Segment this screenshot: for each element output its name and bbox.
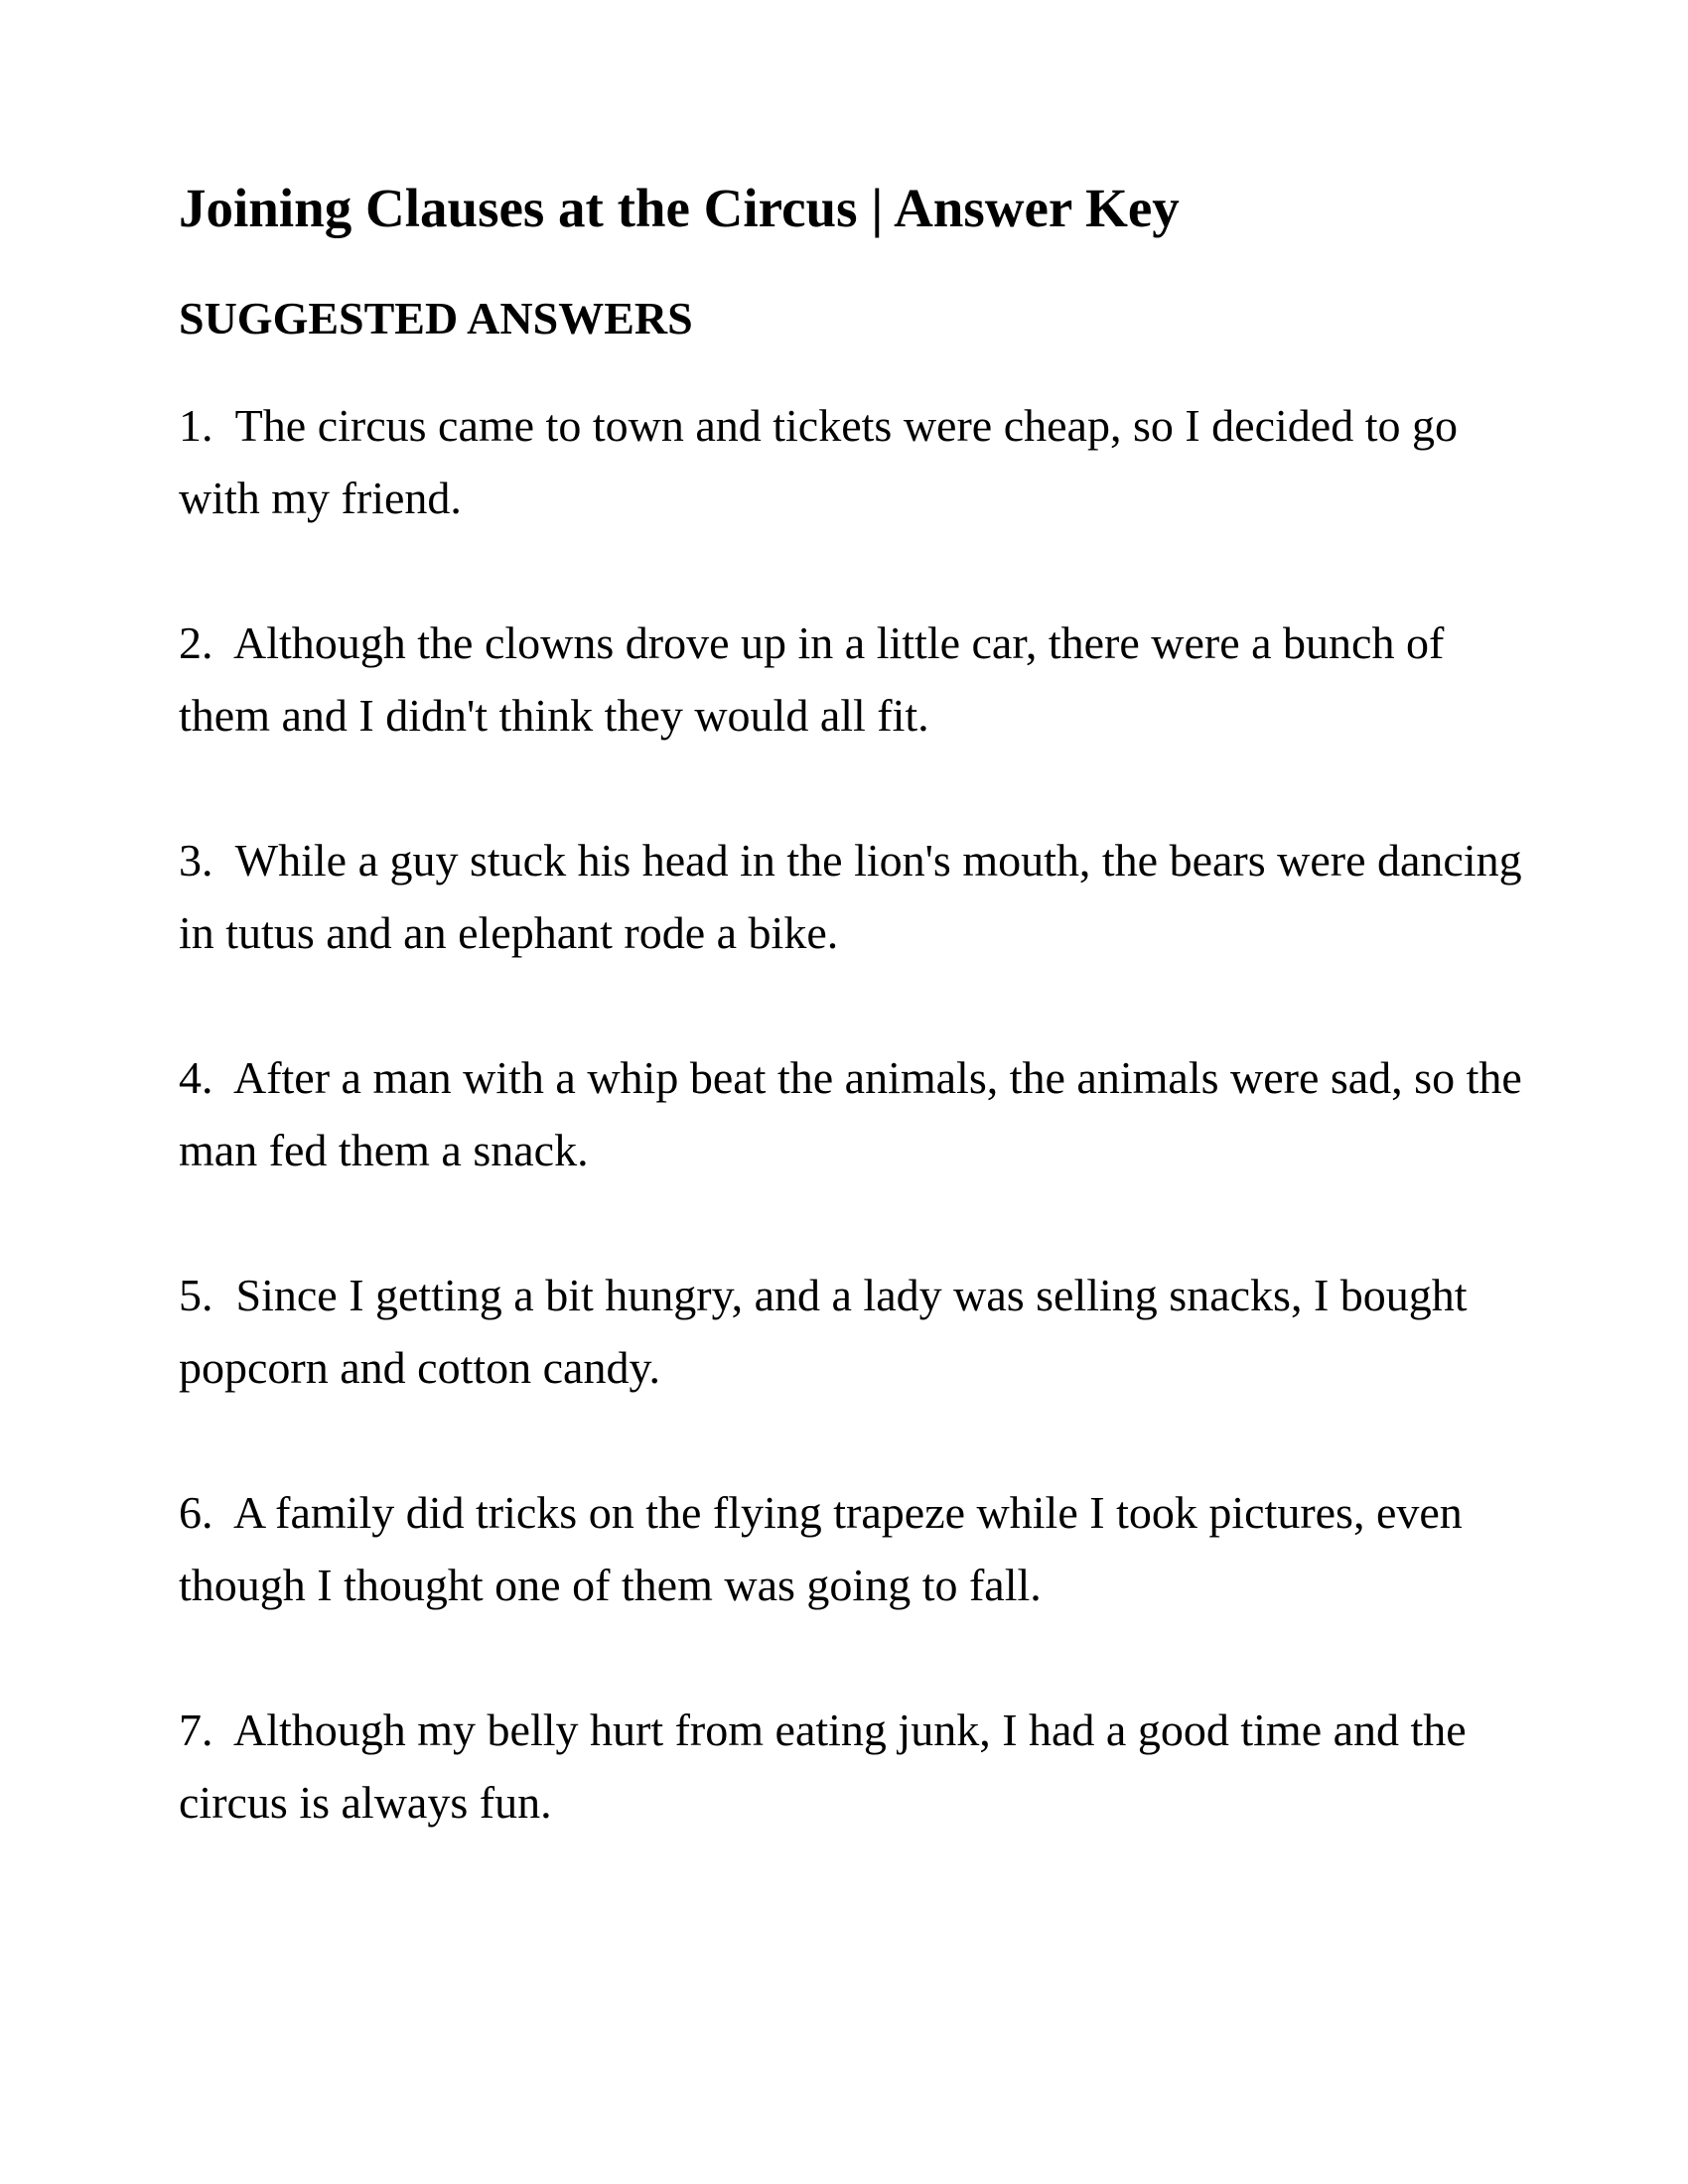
answer-text: While a guy stuck his head in the lion's mouth, the bears were dancing in tutus and an elephant rode a bike. <box>179 835 1522 958</box>
answer-number: 1. <box>179 400 213 451</box>
answer-text: Since I getting a bit hungry, and a lady was selling snacks, I bought popcorn and cotton candy. <box>179 1270 1468 1393</box>
answer-item <box>179 824 1529 969</box>
answer-number: 2. <box>179 617 213 668</box>
answer-item <box>179 1476 1529 1621</box>
answer-item <box>179 607 1529 751</box>
answer-number: 5. <box>179 1270 213 1320</box>
answer-number: 7. <box>179 1705 213 1755</box>
answer-text: After a man with a whip beat the animals, the animals were sad, so the man fed them a snack. <box>179 1052 1522 1175</box>
answer-item <box>179 1041 1529 1186</box>
answer-text: A family did tricks on the flying trapeze while I took pictures, even though I thought one of them was going to fall. <box>179 1487 1463 1610</box>
section-heading: SUGGESTED ANSWERS <box>179 293 693 343</box>
answer-text: The circus came to town and tickets were cheap, so I decided to go with my friend. <box>179 400 1458 523</box>
answer-number: 3. <box>179 835 213 886</box>
answer-text: Although my belly hurt from eating junk, I had a good time and the circus is always fun. <box>179 1705 1467 1828</box>
answer-item <box>179 1259 1529 1404</box>
answer-item <box>179 389 1529 534</box>
answer-number: 4. <box>179 1052 213 1103</box>
answer-text: Although the clowns drove up in a little car, there were a bunch of them and I didn't think they would all fit. <box>179 617 1445 741</box>
page-title: Joining Clauses at the Circus | Answer Key <box>179 178 1180 238</box>
answer-number: 6. <box>179 1487 213 1538</box>
answer-list <box>179 389 1529 1911</box>
answer-item <box>179 1694 1529 1839</box>
